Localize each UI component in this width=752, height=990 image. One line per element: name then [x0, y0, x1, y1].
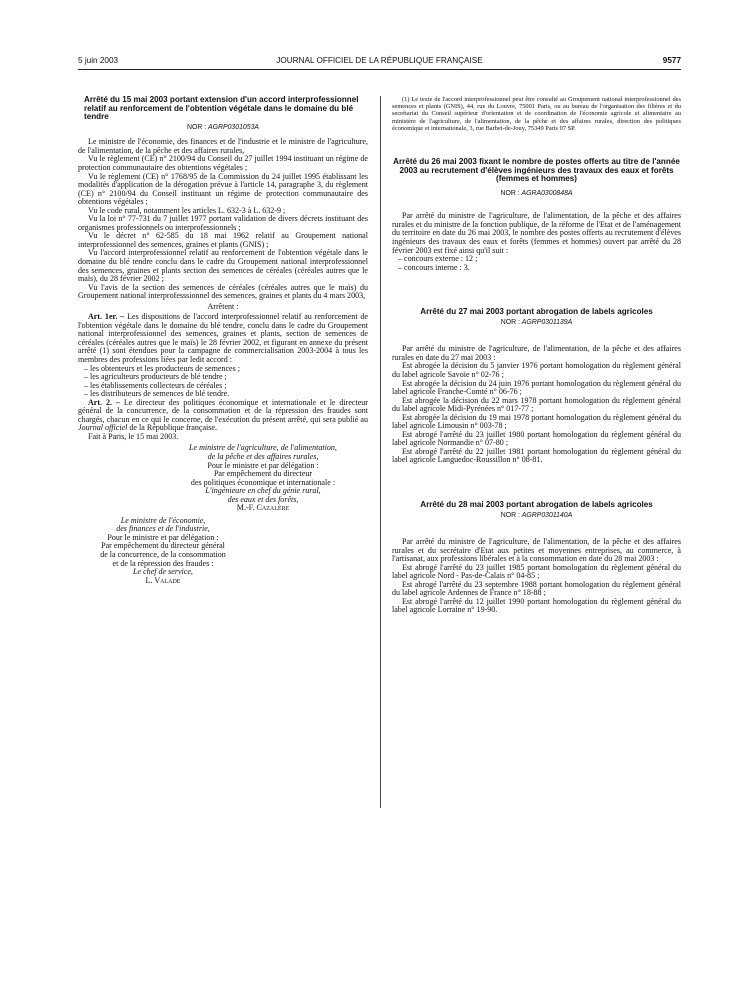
paragraph: Le ministre de l'économie, des finances et de l'industrie et le ministre de l'agriculture, de l'alimentation, de la pêche et des affaires rurales,: [78, 137, 368, 155]
paragraph: Vu le règlement (CE) n° 2100/94 du Conseil du 27 juillet 1994 instituant un régime de protection communautaire des obtentions végétales ;: [78, 154, 368, 172]
nor-code: AGRP0301053A: [208, 123, 259, 131]
paragraph: Est abrogé l'arrêté du 22 juillet 1981 portant homologation du règlement général du label agricole Languedoc-Roussillon n° 08-81.: [392, 446, 681, 465]
fait-a-paris: Fait à Paris, le 15 mai 2003.: [88, 431, 179, 441]
signature-line: Par empêchement du directeur général: [101, 541, 225, 551]
paragraph: Vu l'avis de la section des semences de céréales (céréales autres que le maïs) du Groupement national interprofesssionnel des semences, graines et plants du 4 mars 2003,: [78, 282, 368, 301]
nor-line: [392, 190, 681, 199]
nor-line: [392, 512, 681, 521]
journal-officiel-ref: Journal officiel: [78, 423, 128, 433]
nor-label: NOR :: [500, 189, 522, 197]
nor-code: AGRP0301140A: [521, 511, 573, 519]
left-column: [78, 96, 368, 585]
signature-line: Pour le ministre et par délégation :: [207, 460, 319, 470]
signatory-name: L. Valade: [145, 575, 181, 585]
article-1: [78, 313, 368, 364]
paragraph: Par arrêté du ministre de l'agriculture, de l'alimentation, de la pêche et des affaires rurales et du ministre de la fonction publique, de la réforme de l'Etat et de l'aménagement du territoire en date du 26 mai 2003, le nombre des postes offerts au recrutement d'élèves ingénieurs des travaux des eaux et forêts (femmes et hommes) ouvert par arrêté du 28 février 2003 est fixé ainsi qu'il suit :: [392, 211, 681, 255]
signature-line: des politiques économique et internationale :: [190, 477, 336, 487]
paragraph: Vu la loi n° 77-731 du 7 juillet 1977 portant validation de divers décrets instituant des organismes professionnels ou interprofessionnels ;: [78, 214, 368, 232]
article-1-label: Art. 1er. –: [88, 312, 125, 322]
nor-label: NOR :: [500, 511, 522, 519]
paragraph: Vu le code rural, notamment les articles L. 632-3 à L. 632-9 ;: [88, 205, 286, 215]
right-column: [392, 96, 681, 615]
column-divider: [380, 96, 381, 808]
running-header: [78, 56, 681, 68]
list-item: – concours externe : 12 ;: [398, 254, 478, 264]
signature-line: Par empêchement du directeur: [213, 469, 313, 479]
paragraph: Est abrogée la décision du 19 mai 1978 portant homologation du règlement général du label agricole Limousin n° 003-78 ;: [392, 412, 681, 431]
list-item: – concours interne : 3.: [398, 262, 470, 272]
header-page-number: 9577: [662, 56, 681, 65]
signature-block-agriculture: [78, 444, 368, 512]
signatory-name: M.-F. Cazalère: [236, 503, 290, 513]
nor-label: NOR :: [500, 318, 522, 326]
decree-title-27-mai: Arrêté du 27 mai 2003 portant abrogation de labels agricoles: [420, 307, 653, 317]
paragraph: Est abrogée la décision du 5 janvier 1976 portant homologation du règlement général du label agricole Savoie n° 02-76 ;: [392, 361, 681, 379]
article-2: [78, 399, 368, 433]
signature-line: Le ministre de l'économie,: [120, 515, 206, 525]
paragraph: Par arrêté du ministre de l'agriculture, de l'alimentation, de la pêche et des affaires rurales et du secrétaire d'Etat aux petites et moyennes entreprises, au commerce, à l'artisanat, aux professions libérales et à la consommation en date du 28 mai 2003 :: [392, 537, 681, 564]
nor-line: [392, 319, 681, 328]
article-2-label: Art. 2. –: [88, 397, 120, 407]
nor-code: AGRP0301139A: [521, 318, 573, 326]
header-journal-title: JOURNAL OFFICIEL DE LA RÉPUBLIQUE FRANÇAISE: [276, 56, 483, 65]
signature-line: des eaux et des forêts,: [227, 494, 299, 504]
article-1-text: Les dispositions de l'accord interprofessionnel relatif au renforcement de l'obtention végétale dans le domaine du blé tendre, conclu dans le cadre du Groupement national interprofessionnel des semences, graines et plants, section de semences de céréales (céréales autres que le maïs) le 28 février 2002, et figurant en annexe du présent arrêté (1) sont étendues pour la campagne de commercialisation 2003-2004 à tous les membres des professions liées par ledit accord :: [78, 312, 369, 364]
signature-line: Pour le ministre et par délégation :: [107, 532, 219, 542]
decree-title-26-mai: Arrêté du 26 mai 2003 fixant le nombre de postes offerts au titre de l'année 2003 au recrutement d'élèves ingénieurs des travaux des eaux et forêts (femmes et hommes): [393, 157, 680, 184]
signature-line: Le ministre de l'agriculture, de l'alimentation,: [189, 443, 337, 453]
list-item: – les distributeurs de semences de blé tendre.: [84, 389, 230, 399]
article-2-text: Le directeur des politiques économique et internationale et le directeur général de la concurrence, de la consommation et de la répression des fraudes sont chargés, chacun en ce qui le concerne, de l'exécution du présent arrêté, qui sera publié au: [78, 397, 368, 424]
signature-line: des finances et de l'industrie,: [116, 524, 210, 534]
paragraph: Est abrogé l'arrêté du 23 juillet 1980 portant homologation du règlement général du label agricole Normandie n° 07-80 ;: [392, 429, 681, 448]
list-item: – les obtenteurs et les producteurs de semences ;: [84, 363, 240, 373]
header-rule: [78, 69, 681, 70]
signature-line: Le chef de service,: [133, 567, 193, 577]
paragraph: Est abrogé l'arrêté du 23 juillet 1985 portant homologation du règlement général du label agricole Nord - Pas-de-Calais n° 04-85 ;: [392, 562, 681, 581]
paragraph: Vu l'accord interprofessionnel relatif au renforcement de l'obtention végétale dans le domaine du blé tendre conclu dans le cadre du Groupement national interprofessionnel des semences, graines et plants section des semences de céréales (céréales autres que le maïs), du 28 février 2002 ;: [78, 248, 368, 284]
header-date: 5 juin 2003: [78, 56, 119, 65]
signature-line: de la pêche et des affaires rurales,: [207, 452, 319, 462]
nor-code: AGRA0300848A: [521, 189, 573, 197]
signature-line: et de la répression des fraudes :: [112, 558, 214, 568]
paragraph: Est abrogé l'arrêté du 23 septembre 1988 portant homologation du règlement général du label agricole Ardennes de France n° 18-88 ;: [392, 579, 681, 598]
nor-line: [78, 124, 368, 133]
paragraph: Vu le règlement (CE) n° 1768/95 de la Commission du 24 juillet 1995 établissant les modalités d'application de la dérogation prévue à l'article 14, paragraphe 3, du règlement (CE) n° 2100/94 du Conseil instituant un régime de protection communautaire des obtentions végétales ;: [78, 171, 368, 207]
list-item: – les établissements collecteurs de céréales ;: [84, 380, 227, 390]
article-1-list: [78, 365, 368, 399]
signature-block-economie: [78, 517, 248, 585]
list-item: – les agriculteurs producteurs de blé tendre ;: [84, 372, 227, 382]
paragraph: Vu le décret n° 62-585 du 18 mai 1962 relatif au Groupement national interprofessionnel des semences, graines et plants (GNIS) ;: [78, 231, 368, 249]
concours-list: [392, 255, 681, 272]
arretent-label: Arrêtent :: [207, 301, 239, 311]
article-2-end: de la République française.: [127, 423, 217, 433]
paragraph: Est abrogé l'arrêté du 12 juillet 1990 portant homologation du règlement général du label agricole Lorraine n° 19-90.: [392, 596, 681, 615]
signature-line: de la concurrence, de la consommation: [100, 550, 226, 560]
nor-label: NOR :: [186, 123, 209, 131]
decree-title-28-mai: Arrêté du 28 mai 2003 portant abrogation de labels agricoles: [420, 499, 653, 509]
decree-title-15-mai: Arrêté du 15 mai 2003 portant extension d'un accord interprofessionnel relatif au renforcement de l'obtention végétale dans le domaine du blé tendre: [84, 95, 359, 122]
signature-line: L'ingénieure en chef du génie rural,: [205, 486, 321, 496]
paragraph: Par arrêté du ministre de l'agriculture, de l'alimentation, de la pêche et des affaires rurales en date du 27 mai 2003 :: [392, 344, 681, 362]
paragraph: Est abrogée la décision du 22 mars 1978 portant homologation du règlement général du label agricole Midi-Pyrénées n° 017-77 ;: [392, 395, 681, 414]
footnote: (1) Le texte de l'accord interprofessionnel peut être consulté au Groupement national interprofessionnel des semences et plants (GNIS), 44, rue du Louvre, 75001 Paris, ou au bureau de l'organisation des filières et du secrétariat du Conseil supérieur d'orientation et de coordination de l'économie agricole et alimentaire au ministère de l'agriculture, de l'alimentation, de la pêche et des affaires rurales, direction des politiques économique et internationale, 3, rue Barbet-de-Jouy, 75349 Paris 07 SP.: [392, 96, 681, 132]
paragraph: Est abrogée la décision du 24 juin 1976 portant homologation du règlement général du label agricole Franche-Comté n° 06-76 ;: [392, 378, 681, 397]
